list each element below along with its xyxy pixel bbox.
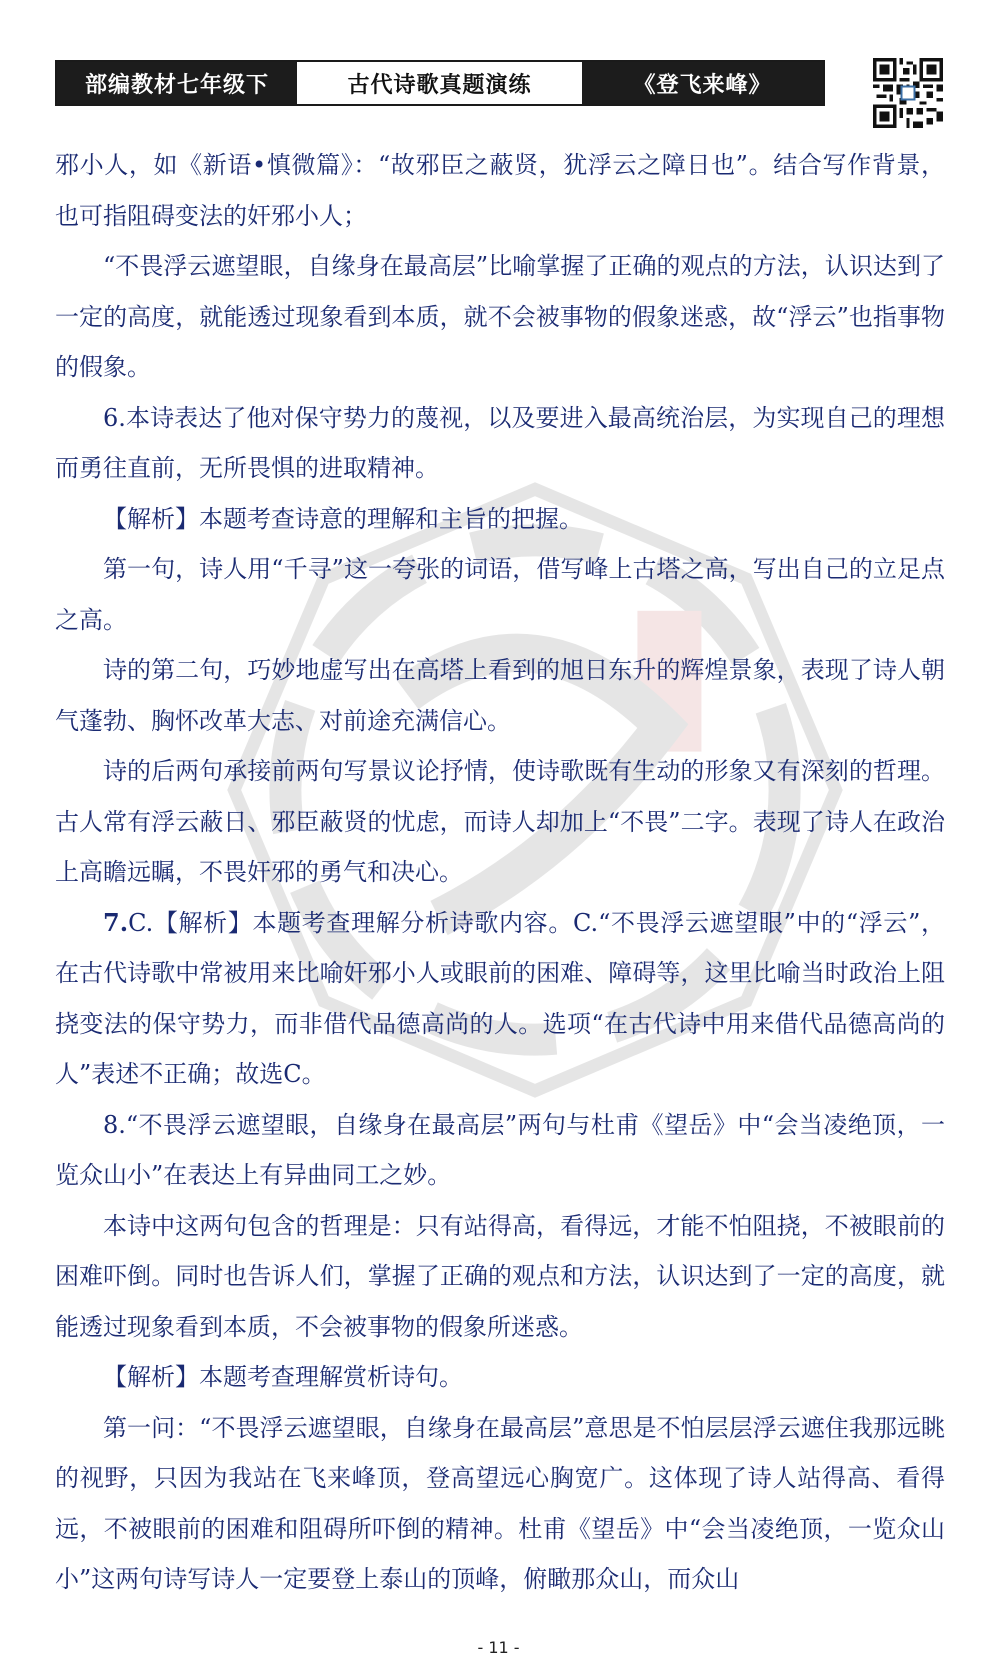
paragraph: 邪小人，如《新语•慎微篇》：“故邪臣之蔽贤，犹浮云之障日也”。结合写作背景，也可指阻碍变法的奸邪小人； xyxy=(55,151,945,230)
paragraph: 8.“不畏浮云遮望眼，自缘身在最高层”两句与杜甫《望岳》中“会当凌绝顶，一览众山小”在表达上有异曲同工之妙。 xyxy=(55,1110,945,1189)
paragraph: 第一问：“不畏浮云遮望眼，自缘身在最高层”意思是不怕层层浮云遮住我那远眺的视野，只因为我站在飞来峰顶，登高望远心胸宽广。这体现了诗人站得高、看得远，不被眼前的困难和阻碍所吓倒的精神。杜甫《望岳》中“会当凌绝顶，一览众山小”这两句诗写诗人一定要登上泰山的顶峰，俯瞰那众山，而众山 xyxy=(55,1413,945,1593)
header-section-title: 古代诗歌真题演练 xyxy=(297,62,582,104)
header-grade-label: 部编教材七年级下 xyxy=(57,62,297,104)
paragraph: 【解析】本题考查诗意的理解和主旨的把握。 xyxy=(103,504,583,533)
document-body xyxy=(55,140,945,1605)
paragraph: 诗的第二句，巧妙地虚写出在高塔上看到的旭日东升的辉煌景象，表现了诗人朝气蓬勃、胸怀改革大志、对前途充满信心。 xyxy=(55,656,945,735)
paragraph: 本诗中这两句包含的哲理是：只有站得高，看得远，才能不怕阻挠，不被眼前的困难吓倒。同时也告诉人们，掌握了正确的观点和方法，认识达到了一定的高度，就能透过现象看到本质，不会被事物的假象所迷惑。 xyxy=(55,1211,945,1341)
item-text: C.【解析】本题考查理解分析诗歌内容。C.“不畏浮云遮望眼”中的“浮云”，在古代诗歌中常被用来比喻奸邪小人或眼前的困难、障碍等，这里比喻当时政治上阻挠变法的保守势力，而非借代品德高尚的人。选项“在古代诗中用来借代品德高尚的人”表述不正确；故选C。 xyxy=(55,908,945,1088)
header-bar xyxy=(55,60,825,106)
header-poem-title: 《登飞来峰》 xyxy=(582,62,823,104)
paragraph: 6.本诗表达了他对保守势力的蔑视，以及要进入最高统治层，为实现自己的理想而勇往直前，无所畏惧的进取精神。 xyxy=(55,403,945,482)
qr-code-icon xyxy=(873,58,943,128)
page-number: - 11 - xyxy=(477,1638,520,1657)
paragraph: 诗的后两句承接前两句写景议论抒情，使诗歌既有生动的形象又有深刻的哲理。古人常有浮云蔽日、邪臣蔽贤的忧虑，而诗人却加上“不畏”二字。表现了诗人在政治上高瞻远瞩，不畏奸邪的勇气和决心。 xyxy=(55,757,945,886)
paragraph-item-7 xyxy=(55,898,945,1100)
paragraph: “不畏浮云遮望眼，自缘身在最高层”比喻掌握了正确的观点的方法，认识达到了一定的高度，就能透过现象看到本质，就不会被事物的假象迷惑，故“浮云”也指事物的假象。 xyxy=(55,252,945,381)
paragraph: 【解析】本题考查理解赏析诗句。 xyxy=(103,1363,463,1391)
item-number: 7. xyxy=(103,907,129,937)
paragraph: 第一句，诗人用“千寻”这一夸张的词语，借写峰上古塔之高，写出自己的立足点之高。 xyxy=(55,555,945,634)
